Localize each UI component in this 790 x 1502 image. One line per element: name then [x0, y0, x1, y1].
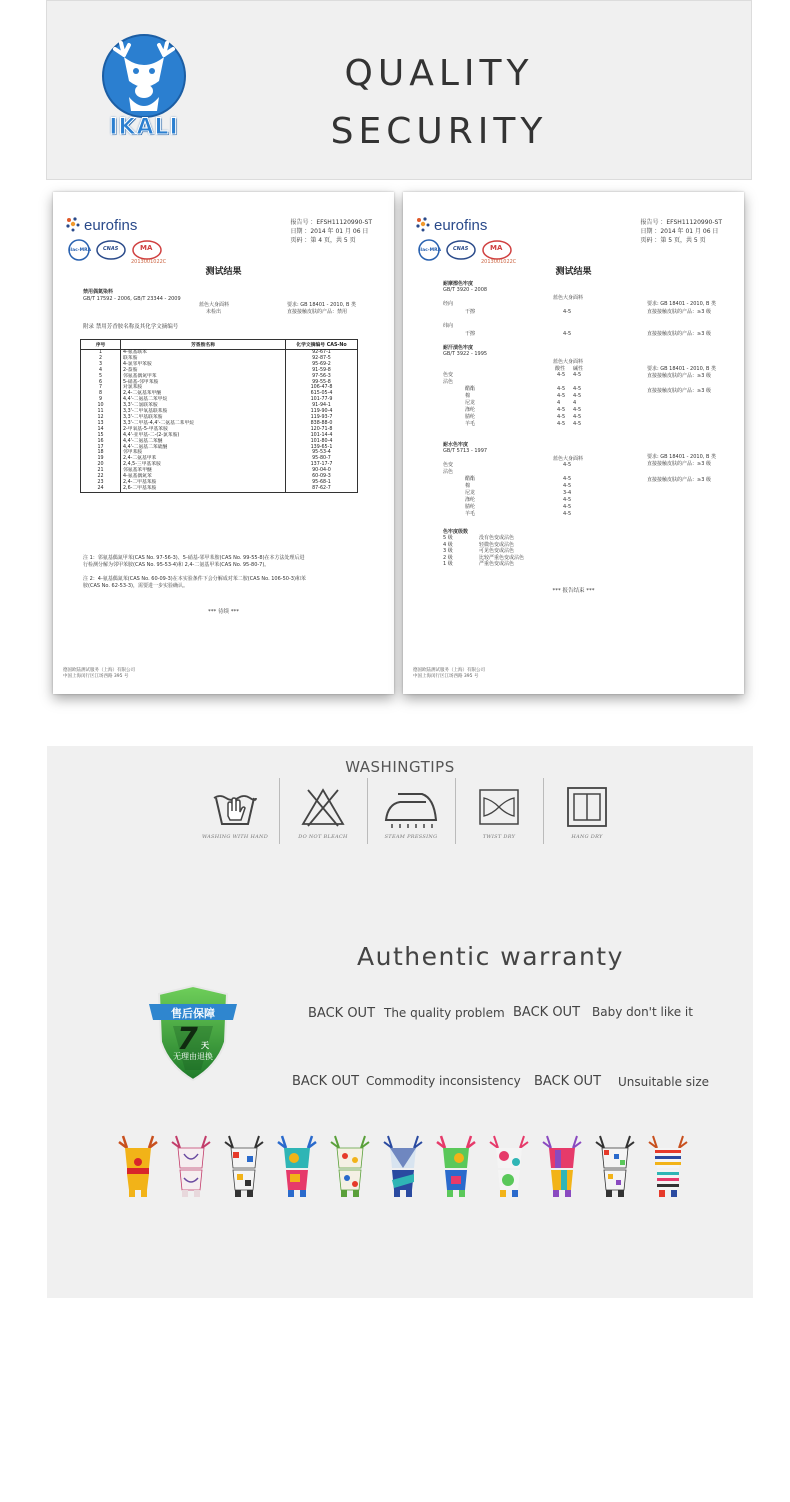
section-standard: GB/T 17592 - 2006, GB/T 23344 - 2009 — [83, 296, 181, 302]
note-1b: 行检测分解为邻甲苯胺(CAS No. 95-53-4)和 2,4-二氨基甲苯(CAS No. 95-80-7)。 — [83, 562, 270, 568]
deer-mascot-icon — [488, 1134, 530, 1198]
perspiration-acid-value: 4 — [557, 400, 561, 406]
col-header-name: 芳香胺名称 — [121, 340, 286, 350]
amine-name: 邻氨基苯甲醚 — [121, 468, 286, 474]
cert-code: 2013001022C — [131, 259, 167, 265]
requirement: 要求: GB 18401 - 2010, B 类 — [287, 302, 356, 308]
perspiration-stain: 沾色 — [443, 379, 454, 385]
perspiration-fiber: 腈纶 — [465, 414, 476, 420]
water-stain: 沾色 — [443, 469, 454, 475]
water-value: 4-5 — [563, 483, 572, 489]
twist-dry-icon — [474, 784, 524, 830]
lab-footer — [413, 668, 485, 680]
deer-mascot-icon — [594, 1134, 636, 1198]
scale-title: 色牢度级数 — [443, 529, 469, 535]
report-end-marker: *** 报告结束 *** — [552, 588, 595, 594]
report-date: 日期 ：2014 年 01 月 06 日 — [640, 228, 719, 235]
wash-item-steam — [371, 784, 451, 840]
rubbing-title: 耐摩擦色牢度 — [443, 281, 474, 287]
divider — [279, 778, 280, 844]
note-2b: 胺(CAS No. 62-53-3)，需要进一步实验确认。 — [83, 583, 188, 589]
eurofins-mark-icon — [415, 216, 431, 232]
cas-number: 101-14-4 — [286, 433, 358, 439]
row-number: 16 — [81, 439, 121, 445]
rubbing-req-3: 直接接触皮肤的产品：≥3 级 — [647, 331, 711, 337]
report-number: 报告号 ：EFSH11120990-ST — [640, 219, 722, 226]
water-value: 3-4 — [563, 490, 572, 496]
row-number: 12 — [81, 415, 121, 421]
note-1a: 注 1：邻氨基偶氮甲苯(CAS No. 97-56-3)、5-硝基-邻甲苯胺(CAS No. 99-55-8)在本方法处理后进 — [83, 555, 305, 561]
report-page: 页码 ：第 4 页，共 5 页 — [290, 237, 356, 244]
warranty-title: Authentic warranty — [357, 942, 624, 971]
amine-name: 3,3'-二氯联苯胺 — [121, 403, 286, 409]
title-line-1: QUALITY — [344, 53, 534, 94]
perspiration-acid-value: 4-5 — [557, 421, 566, 427]
report-number: 报告号 ：EFSH11120990-ST — [290, 219, 372, 226]
back-out-1: BACK OUT — [308, 1006, 376, 1021]
cas-number: 99-55-8 — [286, 380, 358, 386]
cas-number: 119-93-7 — [286, 415, 358, 421]
back-out-2: BACK OUT — [513, 1005, 581, 1020]
lab-name: 德国欧陆测试服务（上海）有限公司 — [413, 668, 485, 673]
rubbing-val-2: 4-5 — [563, 331, 572, 337]
amine-name: 2,4-二氨基甲苯 — [121, 456, 286, 462]
perspiration-acid-value: 4-5 — [557, 407, 566, 413]
cas-number: 60-09-3 — [286, 474, 358, 480]
amine-name: 4,4'-二氨基二苯硫醚 — [121, 445, 286, 451]
wash-label-twist: TWIST DRY — [482, 834, 516, 840]
table-row — [81, 486, 358, 492]
deer-mascot-icon — [647, 1134, 689, 1198]
cas-number: 95-53-4 — [286, 450, 358, 456]
report-meta — [640, 218, 722, 245]
perspiration-alk-value: 4-5 — [573, 386, 582, 392]
row-number: 9 — [81, 397, 121, 403]
title-line-2: SECURITY — [330, 111, 548, 152]
cas-number: 95-80-7 — [286, 456, 358, 462]
row-number: 20 — [81, 462, 121, 468]
reason-inconsistency: Commodity inconsistency — [366, 1074, 521, 1088]
wash-label-hand: WASHING WITH HAND — [201, 834, 269, 840]
deer-mascot-icon — [435, 1134, 477, 1198]
amine-name: 3,3'-二甲基-4,4'-二氨基二苯甲烷 — [121, 421, 286, 427]
badge-ilac: ilac-MRA — [419, 248, 442, 253]
row-number: 14 — [81, 427, 121, 433]
amine-name: 3,3'-二甲氧基联苯胺 — [121, 409, 286, 415]
rubbing-req: 要求: GB 18401 - 2010, B 类 — [647, 301, 716, 307]
scale-description: 比较严重色变或沾色 — [479, 554, 525, 561]
amine-name: 2,4-二氨基苯甲醚 — [121, 391, 286, 397]
perspiration-acid: 酸性 — [555, 366, 566, 372]
rubbing-req-2: 直接接触皮肤的产品：≥3 级 — [647, 309, 711, 315]
perspiration-fiber: 涤纶 — [465, 407, 476, 413]
amine-name: 联苯胺 — [121, 356, 286, 362]
perspiration-chg-acid: 4-5 — [557, 372, 566, 378]
scale-grade: 1 级 — [443, 561, 453, 567]
water-value: 4-5 — [563, 497, 572, 503]
water-fiber: 棉 — [465, 483, 471, 489]
cas-number: 95-69-2 — [286, 362, 358, 368]
badge-cnas: CNAS — [453, 246, 469, 252]
scale-description: 严重色变或沾色 — [479, 561, 515, 567]
divider — [367, 778, 368, 844]
scale-description: 可见色变或沾色 — [479, 548, 515, 554]
row-number: 10 — [81, 403, 121, 409]
water-std: GB/T 5713 - 1997 — [443, 448, 488, 454]
perspiration-alk: 碱性 — [573, 366, 584, 372]
rubbing-dry-2: 干擦 — [465, 331, 476, 337]
scale-grade: 4 级 — [443, 541, 453, 548]
test-report-page-4 — [53, 192, 394, 694]
row-number: 8 — [81, 391, 121, 397]
rubbing-warp: 经向 — [443, 301, 454, 307]
cas-number: 101-77-9 — [286, 397, 358, 403]
perspiration-fiber: 棉 — [465, 393, 471, 399]
cas-number: 90-04-0 — [286, 468, 358, 474]
water-value: 4-5 — [563, 511, 572, 517]
wash-label-steam: STEAM PRESSING — [384, 834, 438, 840]
water-fiber: 羊毛 — [465, 511, 476, 517]
scale-grade: 3 级 — [443, 548, 453, 554]
cas-number: 97-56-3 — [286, 374, 358, 380]
scale-description: 轻微色变或沾色 — [479, 541, 515, 548]
eurofins-wordmark: eurofins — [434, 217, 488, 234]
iron-icon — [382, 784, 440, 830]
divider — [543, 778, 544, 844]
hand-wash-icon — [210, 784, 260, 830]
amine-name: 邻氨基偶氮甲苯 — [121, 374, 286, 380]
badge-return-policy: 无理由退换 — [173, 1052, 213, 1061]
perspiration-alk-value: 4-5 — [573, 407, 582, 413]
cas-number: 91-59-8 — [286, 368, 358, 374]
deer-mascot-row — [117, 1134, 707, 1204]
test-report-page-5 — [403, 192, 744, 694]
cas-number: 119-90-4 — [286, 409, 358, 415]
lab-address: 中国上海闵行区江场西路 395 号 — [413, 674, 479, 679]
lab-footer — [63, 668, 135, 680]
row-number: 24 — [81, 486, 121, 492]
deer-mascot-icon — [223, 1134, 265, 1198]
washing-tips-title: WASHINGTIPS — [345, 758, 455, 776]
quality-title — [329, 45, 549, 161]
row-number: 23 — [81, 480, 121, 486]
perspiration-req: 要求: GB 18401 - 2010, B 类 — [647, 366, 716, 372]
wash-item-twist — [459, 784, 539, 840]
row-number: 17 — [81, 445, 121, 451]
report-title: 测试结果 — [205, 267, 242, 277]
eurofins-logo — [65, 216, 137, 234]
amine-table — [80, 339, 358, 493]
water-change-val: 4-5 — [563, 462, 572, 468]
back-out-4: BACK OUT — [534, 1074, 602, 1089]
row-number: 5 — [81, 374, 121, 380]
eurofins-wordmark: eurofins — [84, 217, 138, 234]
amine-name: 4-氯邻甲苯胺 — [121, 362, 286, 368]
perspiration-acid-value: 4-5 — [557, 393, 566, 399]
perspiration-acid-value: 4-5 — [557, 414, 566, 420]
cas-number: 87-62-7 — [286, 486, 358, 492]
row-number: 15 — [81, 433, 121, 439]
deer-mascot-icon — [329, 1134, 371, 1198]
wash-label-hang: HANG DRY — [571, 834, 603, 840]
eurofins-mark-icon — [65, 216, 81, 232]
continue-marker: *** 待续 *** — [208, 609, 239, 615]
row-number: 13 — [81, 421, 121, 427]
report-date: 日期 ：2014 年 01 月 06 日 — [290, 228, 369, 235]
reason-size: Unsuitable size — [618, 1075, 710, 1089]
after-sales-badge — [147, 984, 239, 1082]
sample-column: 蓝色大身面料 — [199, 302, 230, 308]
amine-name: 4-氨基偶氮苯 — [121, 474, 286, 480]
perspiration-acid-value: 4-5 — [557, 386, 566, 392]
amine-name: 2,4-二甲基苯胺 — [121, 480, 286, 486]
attachment-title: 附录 禁用芳香胺名称及其化学文摘编号 — [83, 324, 179, 330]
amine-name: 4,4'-亚甲基-二-(2-氯苯胺) — [121, 433, 286, 439]
rubbing-val-1: 4-5 — [563, 309, 572, 315]
amine-name: 2-甲氧基-5-甲基苯胺 — [121, 427, 286, 433]
wash-label-no-bleach: DO NOT BLEACH — [298, 834, 348, 840]
row-number: 6 — [81, 380, 121, 386]
perspiration-alk-value: 4-5 — [573, 414, 582, 420]
perspiration-fiber: 尼龙 — [465, 400, 476, 406]
cas-number: 92-67-1 — [286, 350, 358, 356]
water-title: 耐水色牢度 — [443, 442, 469, 448]
reason-quality: The quality problem — [384, 1006, 505, 1020]
row-number: 4 — [81, 368, 121, 374]
perspiration-chg-alk: 4-5 — [573, 372, 582, 378]
cas-number: 95-68-1 — [286, 480, 358, 486]
deer-mascot-icon — [541, 1134, 583, 1198]
row-number: 18 — [81, 450, 121, 456]
lab-address: 中国上海闵行区江场西路 395 号 — [63, 674, 129, 679]
deer-mascot-icon — [117, 1134, 159, 1198]
col-header-cas: 化学文摘编号 CAS-No — [286, 340, 358, 350]
perspiration-alk-value: 4-5 — [573, 421, 582, 427]
scale-description: 没有色变或沾色 — [479, 535, 515, 541]
cas-number: 92-87-5 — [286, 356, 358, 362]
amine-name: 邻甲苯胺 — [121, 450, 286, 456]
row-number: 22 — [81, 474, 121, 480]
perspiration-std: GB/T 3922 - 1995 — [443, 351, 488, 357]
rubbing-weft: 纬向 — [443, 323, 454, 329]
badge-title: 售后保障 — [171, 1007, 215, 1020]
badge-ilac: ilac-MRA — [69, 248, 92, 253]
perspiration-change: 色变 — [443, 372, 454, 378]
amine-name: 2,4,5-三甲基苯胺 — [121, 462, 286, 468]
scale-grade: 2 级 — [443, 554, 453, 561]
water-col: 蓝色大身面料 — [553, 456, 584, 462]
rubbing-std: GB/T 3920 - 2008 — [443, 287, 488, 293]
water-value: 4-5 — [563, 504, 572, 510]
scale-grade: 5 级 — [443, 535, 453, 541]
cas-number: 139-65-1 — [286, 445, 358, 451]
report-title: 测试结果 — [555, 267, 592, 277]
perspiration-alk-value: 4-5 — [573, 393, 582, 399]
deer-mascot-icon — [170, 1134, 212, 1198]
amine-name: 4,4'-二氨基二苯甲烷 — [121, 397, 286, 403]
perspiration-fiber: 羊毛 — [465, 421, 476, 427]
row-number: 3 — [81, 362, 121, 368]
water-fiber: 尼龙 — [465, 490, 476, 496]
amine-name: 对氯苯胺 — [121, 385, 286, 391]
report-meta — [290, 218, 372, 245]
cas-number: 91-94-1 — [286, 403, 358, 409]
amine-name: 3,3'-二甲基联苯胺 — [121, 415, 286, 421]
perspiration-title: 耐汗渍色牢度 — [443, 345, 474, 351]
row-number: 7 — [81, 385, 121, 391]
col-header-no: 序号 — [81, 340, 121, 350]
wash-item-hang — [547, 784, 627, 840]
hang-dry-icon — [562, 784, 612, 830]
cas-number: 106-47-8 — [286, 385, 358, 391]
lab-name: 德国欧陆测试服务（上海）有限公司 — [63, 668, 135, 673]
brand-logo — [99, 31, 189, 146]
cas-number: 838-88-0 — [286, 421, 358, 427]
row-number: 1 — [81, 350, 121, 356]
perspiration-col: 蓝色大身面料 — [553, 359, 584, 365]
washing-icons-row — [195, 776, 615, 856]
amine-name: 2-萘胺 — [121, 368, 286, 374]
cas-number: 615-05-4 — [286, 391, 358, 397]
row-number: 11 — [81, 409, 121, 415]
row-number: 2 — [81, 356, 121, 362]
amine-name: 5-硝基-邻甲苯胺 — [121, 380, 286, 386]
row-number: 19 — [81, 456, 121, 462]
badge-ma: MA — [490, 244, 503, 252]
cert-code: 2013001022C — [481, 259, 517, 265]
water-change: 色变 — [443, 462, 454, 468]
section-title: 禁用偶氮染料 — [83, 289, 114, 295]
water-req-2: 直接接触皮肤的产品：≥3 级 — [647, 461, 711, 467]
amine-name: 4,4'-二氨基二苯醚 — [121, 439, 286, 445]
water-value: 4-5 — [563, 476, 572, 482]
water-fiber: 涤纶 — [465, 497, 476, 503]
cas-number: 120-71-8 — [286, 427, 358, 433]
wash-item-hand — [195, 784, 275, 840]
no-bleach-icon — [298, 784, 348, 830]
perspiration-req-2: 直接接触皮肤的产品：≥3 级 — [647, 373, 711, 379]
water-fiber: 腈纶 — [465, 504, 476, 510]
care-warranty-band — [47, 746, 753, 1298]
note-2a: 注 2：4-氨基偶氮苯(CAS No. 60-09-3)在本实验条件下会分解成对苯二胺(CAS No. 106-50-3)和苯 — [83, 576, 306, 582]
cas-number: 137-17-7 — [286, 462, 358, 468]
cas-number: 101-80-4 — [286, 439, 358, 445]
report-page: 页码 ：第 5 页，共 5 页 — [640, 237, 706, 244]
requirement-detail: 直接接触皮肤的产品：禁用 — [287, 309, 348, 315]
sample-result: 未检出 — [206, 309, 222, 315]
rubbing-col: 蓝色大身面料 — [553, 295, 584, 301]
perspiration-alk-value: 4 — [573, 400, 577, 406]
water-fiber: 醋酯 — [465, 476, 476, 482]
header-band — [46, 0, 752, 180]
badge-ma: MA — [140, 244, 153, 252]
water-req-3: 直接接触皮肤的产品：≥3 级 — [647, 477, 711, 483]
badge-days-number: 7 — [177, 1022, 198, 1057]
back-out-3: BACK OUT — [292, 1074, 360, 1089]
amine-name: 4-氨基联苯 — [121, 350, 286, 356]
row-number: 21 — [81, 468, 121, 474]
divider — [455, 778, 456, 844]
logo-wordmark: IKALI — [109, 115, 179, 140]
reason-dislike: Baby don't like it — [592, 1005, 693, 1019]
rubbing-dry-1: 干擦 — [465, 309, 476, 315]
eurofins-logo — [415, 216, 487, 234]
badge-days-unit: 天 — [201, 1041, 209, 1050]
water-req: 要求: GB 18401 - 2010, B 类 — [647, 454, 716, 460]
perspiration-req-3: 直接接触皮肤的产品：≥3 级 — [647, 388, 711, 394]
badge-cnas: CNAS — [103, 246, 119, 252]
perspiration-fiber: 醋酯 — [465, 386, 476, 392]
deer-mascot-icon — [276, 1134, 318, 1198]
amine-name: 2,6-二甲基苯胺 — [121, 486, 286, 492]
deer-mascot-icon — [382, 1134, 424, 1198]
wash-item-no-bleach — [283, 784, 363, 840]
